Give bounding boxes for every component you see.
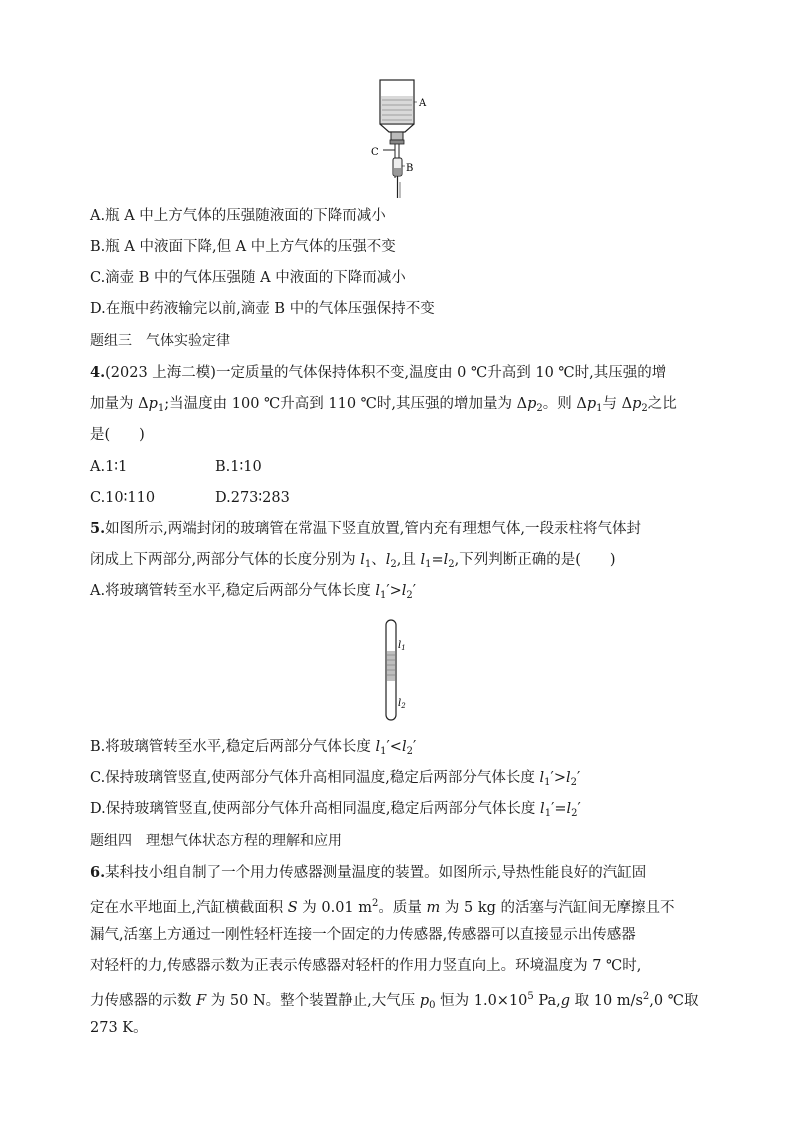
q5-prime: ′	[386, 583, 390, 599]
q5-sym: l	[375, 583, 380, 599]
q5-text-1: 如图所示,两端封闭的玻璃管在常温下竖直放置,管内充有理想气体,一段汞柱将气体封	[105, 521, 641, 537]
q5-op: <	[389, 739, 402, 755]
q5-prime: ′	[577, 801, 581, 817]
q4-text-2b: ;当温度由 100 ℃升高到 110 ℃时,其压强的增加量为 Δ	[164, 396, 528, 412]
q5-text: B.将玻璃管转至水平,稳定后两部分气体长度	[90, 739, 376, 755]
q5-sym: l	[360, 552, 365, 568]
q4-option-d: D.273∶283	[215, 490, 290, 506]
q6-text: ,0 ℃取	[649, 993, 699, 1009]
q5-sym: l	[401, 583, 407, 599]
q5-text: 、	[371, 552, 386, 568]
q5-sub: 2	[406, 590, 413, 601]
q4-sub: 2	[641, 403, 648, 414]
q5-op: =	[554, 801, 567, 817]
q4-options-row-1	[90, 457, 262, 477]
q5-option-a	[90, 581, 416, 606]
q5-line-2	[90, 550, 616, 575]
q5-sym: l	[443, 552, 449, 568]
q5-line-1	[90, 519, 641, 539]
q5-sub: 1	[364, 559, 372, 570]
q6-line-1	[90, 863, 646, 883]
q5-sub: 1	[379, 590, 387, 601]
q6-line-4: 对轻杆的力,传感器示数为正表示传感器对轻杆的作用力竖直向上。环境温度为 7 ℃时,	[90, 958, 642, 974]
q3-option-c: C.滴壶 B 中的气体压强随 A 中液面的下降而减小	[90, 270, 406, 286]
q4-text-1: 一定质量的气体保持体积不变,温度由 0 ℃升高到 10 ℃时,其压强的增	[215, 365, 667, 381]
q6-line-3: 漏气,活塞上方通过一刚性轻杆连接一个固定的力传感器,传感器可以直接显示出传感器	[90, 927, 636, 943]
q5-sub: 2	[571, 808, 578, 819]
q4-number: 4.	[90, 364, 106, 381]
q5-text: 闭成上下两部分,两部分气体的长度分别为	[90, 552, 361, 568]
q5-sub: 1	[544, 777, 551, 788]
glass-tube-figure	[380, 618, 420, 724]
section-heading-3: 题组三 气体实验定律	[90, 333, 230, 349]
q6-line-2	[90, 894, 675, 918]
label-b: B	[406, 163, 414, 174]
q6-text-1: 某科技小组自制了一个用力传感器测量温度的装置。如图所示,导热性能良好的汽缸固	[105, 865, 647, 881]
svg-text:l1	[398, 640, 406, 652]
q5-option-d	[90, 799, 581, 824]
q4-options-row-2	[90, 488, 290, 508]
drip-bottle-figure	[365, 78, 435, 200]
q6-text: 为 0.01 m	[297, 900, 373, 916]
q5-prime: ′	[386, 739, 390, 755]
q5-sym: l	[401, 739, 407, 755]
tube-label-sub1: 1	[401, 644, 406, 652]
q5-op: >	[553, 770, 566, 786]
tube-label-l1: l	[398, 640, 402, 651]
q5-text: D.保持玻璃管竖直,使两部分气体升高相同温度,稳定后两部分气体长度	[90, 801, 541, 817]
q6-text: 为 50 N。整个装置静止,大气压	[206, 993, 420, 1009]
q4-text-2e: 之比	[647, 396, 677, 412]
q4-text-2d: 与 Δ	[602, 396, 633, 412]
q6-text: 力传感器的示数	[90, 993, 197, 1009]
q5-op: >	[389, 583, 402, 599]
q6-text: 定在水平地面上,汽缸横截面积	[90, 900, 288, 916]
q5-prime: ′	[551, 801, 555, 817]
q4-text-2a: 加量为 Δ	[90, 396, 149, 412]
q5-sub: 2	[448, 559, 455, 570]
q4-source: (2023 上海二模)	[105, 365, 216, 381]
q6-text: 恒为 1.0×10	[435, 993, 528, 1009]
q4-sub: 2	[536, 403, 543, 414]
q6-sym: m	[426, 900, 441, 916]
q5-sym: l	[385, 552, 391, 568]
svg-text:l2	[398, 698, 406, 710]
q4-sub: 1	[157, 403, 165, 414]
q5-sym: l	[540, 801, 545, 817]
label-a: A	[419, 98, 427, 109]
q5-sub: 1	[380, 746, 387, 757]
q3-option-a: A.瓶 A 中上方气体的压强随液面的下降而减小	[90, 208, 386, 224]
q5-prime: ′	[577, 770, 581, 786]
q6-text: 。质量	[378, 900, 427, 916]
q6-sym: p	[419, 993, 430, 1009]
q4-sub: 1	[596, 403, 603, 414]
tube-label-sub2: 2	[401, 702, 406, 710]
q5-sym: l	[565, 770, 571, 786]
q5-text: A.将玻璃管转至水平,稳定后两部分气体长度	[90, 583, 376, 599]
q3-option-d: D.在瓶中药液输完以前,滴壶 B 中的气体压强保持不变	[90, 301, 435, 317]
q5-sym: l	[420, 552, 426, 568]
q4-sym: p	[632, 396, 642, 412]
q4-text-2c: 。则 Δ	[542, 396, 587, 412]
q4-sym: p	[586, 396, 597, 412]
q4-option-c: C.10∶110	[90, 490, 156, 506]
q5-number: 5.	[90, 520, 106, 537]
label-c: C	[371, 147, 379, 158]
q4-option-b: B.1∶10	[215, 459, 262, 475]
q5-sym: l	[375, 739, 381, 755]
q6-sub: 0	[429, 1000, 436, 1011]
q5-prime: ′	[412, 739, 417, 755]
q5-sub: 1	[425, 559, 432, 570]
q4-line-3: 是( )	[90, 427, 145, 443]
section-heading-4: 题组四 理想气体状态方程的理解和应用	[90, 833, 342, 849]
q6-text: 为 5 kg 的活塞与汽缸间无摩擦且不	[440, 900, 675, 916]
q6-line-6: 273 K。	[90, 1020, 148, 1036]
q4-option-a: A.1∶1	[90, 459, 128, 475]
q5-sub: 2	[570, 777, 577, 788]
q6-number: 6.	[90, 864, 106, 881]
q5-prime: ′	[412, 583, 417, 599]
q6-sup: 2	[372, 898, 379, 909]
q5-sub: 2	[406, 746, 413, 757]
q5-option-b	[90, 737, 416, 762]
q6-sym: F	[196, 993, 207, 1009]
q5-text: ,下列判断正确的是( )	[454, 552, 616, 568]
q5-sym: l	[566, 801, 572, 817]
q5-prime: ′	[550, 770, 554, 786]
q6-text: Pa,	[533, 993, 561, 1009]
q4-line-2	[90, 394, 677, 419]
q4-line-1	[90, 363, 666, 383]
q3-option-b: B.瓶 A 中液面下降,但 A 中上方气体的压强不变	[90, 239, 396, 255]
q6-sym: g	[560, 993, 571, 1009]
q5-text: =	[431, 552, 444, 568]
q6-text: 取 10 m/s	[570, 993, 643, 1009]
q6-sup: 5	[527, 991, 534, 1002]
q6-sup: 2	[642, 991, 650, 1002]
q5-sub: 1	[544, 808, 552, 819]
q5-text: C.保持玻璃管竖直,使两部分气体升高相同温度,稳定后两部分气体长度	[90, 770, 540, 786]
q5-option-c	[90, 768, 580, 793]
q4-sym: p	[148, 396, 158, 412]
q4-sym: p	[527, 396, 537, 412]
q5-sub: 2	[390, 559, 397, 570]
q5-text: ,且	[396, 552, 421, 568]
q6-line-5	[90, 987, 698, 1016]
q6-sym: S	[287, 900, 298, 916]
q5-sym: l	[539, 770, 545, 786]
tube-label-l2: l	[398, 698, 402, 709]
